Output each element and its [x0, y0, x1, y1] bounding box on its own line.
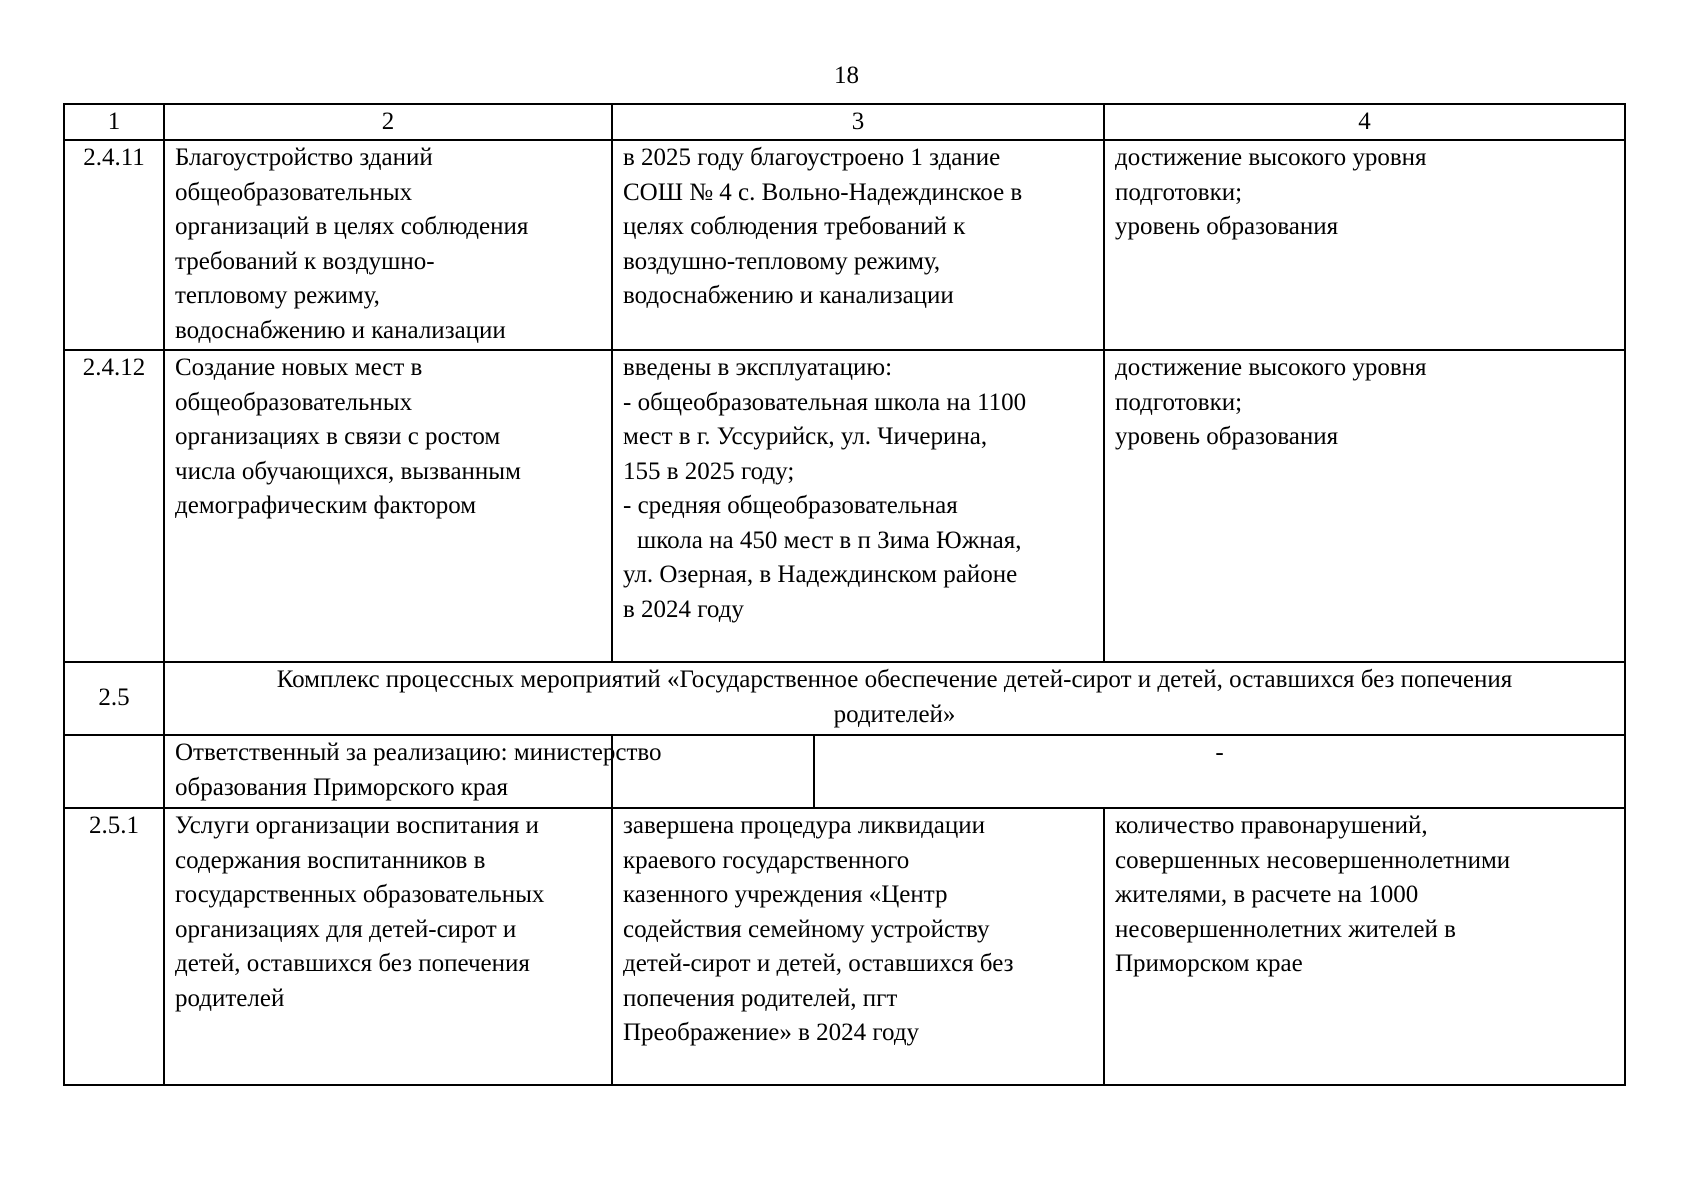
- section-number: 2.5: [64, 662, 164, 735]
- section-title: Комплекс процессных мероприятий «Государственное обеспечение детей-сирот и детей, оставшихся без попечения родителей»: [164, 662, 1625, 735]
- responsible-value: -: [1215, 739, 1224, 766]
- header-col-2: 2: [164, 104, 612, 140]
- document-table: [63, 103, 1626, 1086]
- row-number: 2.5.1: [64, 808, 164, 1085]
- section-row: [64, 662, 1625, 735]
- responsible-value-cell: [612, 735, 1625, 808]
- row-indicator: количество правонарушений, совершенных несовершеннолетними жителями, в расчете на 1000 несовершеннолетних жителей в Приморском крае: [1104, 808, 1625, 1085]
- row-result: завершена процедура ликвидации краевого государственного казенного учреждения «Центр содействия семейному устройству детей-сирот и детей, оставшихся без попечения родителей, пгт Преображение» в 2024 году: [612, 808, 1104, 1085]
- row-result: введены в эксплуатацию: - общеобразовательная школа на 1100 мест в г. Уссурийск, ул. Чичерина, 155 в 2025 году; - средняя общеобразовательная школа на 450 мест в п Зима Южная, ул. Озерная, в Надеждинском районе в 2024 году: [612, 350, 1104, 662]
- header-col-1: 1: [64, 104, 164, 140]
- row-activity: Услуги организации воспитания и содержания воспитанников в государственных образовательных организациях для детей-сирот и детей, оставшихся без попечения родителей: [164, 808, 612, 1085]
- row-indicator: достижение высокого уровня подготовки; уровень образования: [1104, 140, 1625, 350]
- empty-cell: [64, 735, 164, 808]
- row-activity: Благоустройство зданий общеобразовательных организаций в целях соблюдения требований к воздушно- тепловому режиму, водоснабжению и канализации: [164, 140, 612, 350]
- responsible-label-continuation: [613, 736, 815, 807]
- page-number: 18: [834, 62, 859, 89]
- table-header-row: [64, 104, 1625, 140]
- table-row: [64, 350, 1625, 662]
- row-indicator: достижение высокого уровня подготовки; уровень образования: [1104, 350, 1625, 662]
- row-activity: Создание новых мест в общеобразовательных организациях в связи с ростом числа обучающихся, вызванным демографическим фактором: [164, 350, 612, 662]
- table-row: [64, 808, 1625, 1085]
- responsible-label: Ответственный за реализацию: министерство образования Приморского края: [164, 735, 612, 808]
- header-col-4: 4: [1104, 104, 1625, 140]
- responsible-row: [64, 735, 1625, 808]
- row-number: 2.4.11: [64, 140, 164, 350]
- row-result: в 2025 году благоустроено 1 здание СОШ № 4 с. Вольно-Надеждинское в целях соблюдения требований к воздушно-тепловому режиму, водоснабжению и канализации: [612, 140, 1104, 350]
- header-col-3: 3: [612, 104, 1104, 140]
- row-number: 2.4.12: [64, 350, 164, 662]
- table-row: [64, 140, 1625, 350]
